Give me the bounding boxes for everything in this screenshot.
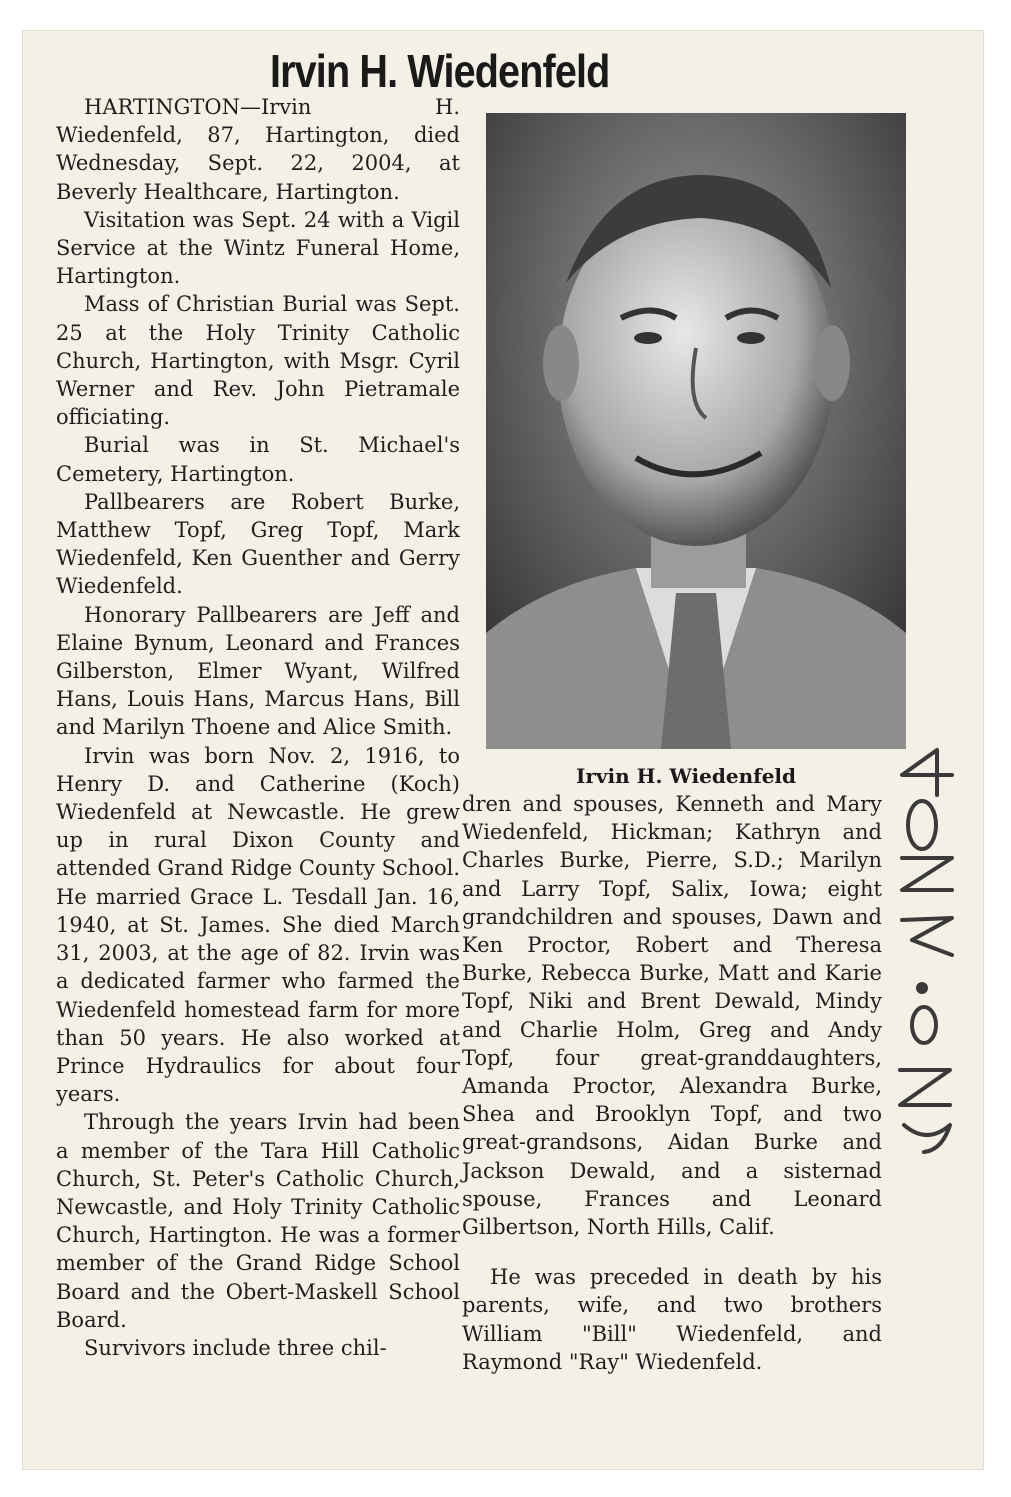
paragraph-visitation: Visitation was Sept. 24 with a Vigil Service at the Wintz Funeral Home, Hartington.: [56, 207, 460, 289]
paragraph-honorary-pallbearers: Honorary Pallbearers are Jeff and Elaine Bynum, Leonard and Frances Gilberston, Elmer Wyant, Wilfred Hans, Louis Hans, Marcus Hans, Bill and Marilyn Thoene and Alice Smith.: [56, 602, 460, 740]
photo-caption: Irvin H. Wiedenfeld: [575, 764, 797, 788]
portrait-illustration: [486, 113, 906, 749]
paragraph-survivors-start: Survivors include three chil-: [84, 1335, 387, 1360]
paragraph-pallbearers: Pallbearers are Robert Burke, Matthew Topf, Greg Topf, Mark Wiedenfeld, Ken Guenther and Gerry Wiedenfeld.: [56, 489, 460, 599]
obituary-left-column: [56, 93, 460, 1362]
paragraph-preceded: He was preceded in death by his parents, wife, and two brothers William "Bill" Wiedenfeld, and Raymond "Ray" Wiedenfeld.: [462, 1265, 882, 1374]
paragraph-death-notice: HARTINGTON—Irvin H. Wiedenfeld, 87, Hartington, died Wednesday, Sept. 22, 2004, at Beverly Healthcare, Hartington.: [56, 95, 460, 204]
handwritten-date-note: [842, 740, 992, 1160]
obituary-headline: Irvin H. Wiedenfeld: [270, 45, 610, 97]
paragraph-survivors: dren and spouses, Kenneth and Mary Wiedenfeld, Hickman; Kathryn and Charles Burke, Pierre, S.D.; Marilyn and Larry Topf, Salix, Iowa; eight grandchildren and spouses, Dawn and Ken Proctor, Robert and Theresa Burke, Rebecca Burke, Matt and Karie Topf, Niki and Brent Dewald, Mindy and Charlie Holm, Greg and Andy Topf, four great-granddaughters, Amanda Proctor, Alexandra Burke, Shea and Brooklyn Topf, and two great-grandsons, Aidan Burke and Jackson Dewald, and a sisternad spouse, Frances and Leonard Gilbertson, North Hills, Calif.: [462, 792, 882, 1240]
paragraph-biography: Irvin was born Nov. 2, 1916, to Henry D. and Catherine (Koch) Wiedenfeld at Newcastle. He grew up in rural Dixon County and attended Grand Ridge County School. He married Grace L. Tesdall Jan. 16, 1940, at St. James. She died March 31, 2003, at the age of 82. Irvin was a dedicated farmer who farmed the Wiedenfeld homestead farm for more than 50 years. He also worked at Prince Hydraulics for about four years.: [56, 743, 460, 1107]
paragraph-memberships: Through the years Irvin had been a member of the Tara Hill Catholic Church, St. Peter's Catholic Church, Newcastle, and Holy Trinity Catholic Church, Hartington. He was a former member of the Grand Ridge School Board and the Obert-Maskell School Board.: [56, 1110, 460, 1332]
portrait-photo: [486, 113, 906, 749]
paragraph-mass: Mass of Christian Burial was Sept. 25 at the Holy Trinity Catholic Church, Hartington, with Msgr. Cyril Werner and Rev. John Pietramale officiating.: [56, 292, 460, 430]
handwritten-date-drawing: [842, 740, 992, 1160]
obituary-right-column: [462, 790, 882, 1376]
paragraph-burial: Burial was in St. Michael's Cemetery, Hartington.: [56, 433, 460, 486]
